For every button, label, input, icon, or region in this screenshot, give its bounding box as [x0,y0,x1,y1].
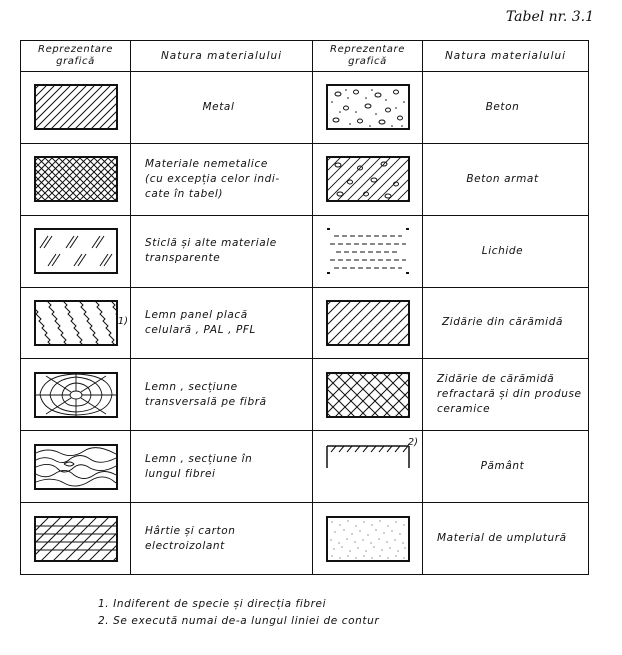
symbol-cell [21,503,131,575]
wood-long-grain-symbol [34,444,118,490]
material-description: Materiale nemetalice (cu excepția celor indi- cate în tabel) [131,143,313,215]
brick-symbol [326,300,410,346]
wood-cross-grain-symbol [34,372,118,418]
table-row [21,503,589,575]
table-row [21,72,589,144]
symbol-cell [21,143,131,215]
material-description: Beton armat [423,143,589,215]
material-description: Hârtie și carton electroizolant [131,503,313,575]
wood-panel-symbol [34,300,118,346]
concrete-symbol [326,84,410,130]
materials-table [20,40,589,575]
table-row [21,431,589,503]
header-material-nature: Natura materialului [423,41,589,72]
material-description: Lemn panel placă celulară , PAL , PFL [131,287,313,359]
header-row [21,41,589,72]
symbol-cell [21,431,131,503]
material-description: Pământ [423,431,589,503]
table-row [21,215,589,287]
symbol-cell [21,287,131,359]
symbol-cell [313,143,423,215]
footnote-2: 2. Se execută numai de-a lungul liniei de contur [98,615,380,627]
header-material-nature: Natura materialului [131,41,313,72]
material-description: Metal [131,72,313,144]
material-description: Lemn , secțiune în lungul fibrei [131,431,313,503]
material-description: Zidărie din cărămidă [423,287,589,359]
header-graphic-representation: Reprezentare grafică [21,41,131,72]
liquid-symbol [326,228,410,274]
material-description: Lichide [423,215,589,287]
material-description: Material de umplutură [423,503,589,575]
table-row [21,287,589,359]
metal-hatch-symbol [34,84,118,130]
soil-symbol [326,444,410,490]
footnote-marker: 1) [117,315,128,327]
symbol-cell [313,503,423,575]
material-description: Sticlă și alte materiale transparente [131,215,313,287]
symbol-cell [21,359,131,431]
reinforced-concrete-symbol [326,156,410,202]
footnote-1: 1. Indiferent de specie și direcția fibrei [98,598,327,610]
glass-symbol [34,228,118,274]
table-row [21,143,589,215]
symbol-cell [21,215,131,287]
table-number-title: Tabel nr. 3.1 [505,9,594,25]
symbol-cell [313,287,423,359]
symbol-cell [313,359,423,431]
symbol-cell [313,431,423,503]
refractory-brick-symbol [326,372,410,418]
footnote-marker: 2) [407,437,418,449]
symbol-cell [313,215,423,287]
nonmetal-crosshatch-symbol [34,156,118,202]
material-description: Beton [423,72,589,144]
paper-symbol [34,516,118,562]
header-graphic-representation: Reprezentare grafică [313,41,423,72]
table-row [21,359,589,431]
fill-material-symbol [326,516,410,562]
material-description: Lemn , secțiune transversală pe fibră [131,359,313,431]
symbol-cell [313,72,423,144]
footnotes [98,596,379,630]
symbol-cell [21,72,131,144]
material-description: Zidărie de cărămidă refractară și din produse ceramice [423,359,589,431]
